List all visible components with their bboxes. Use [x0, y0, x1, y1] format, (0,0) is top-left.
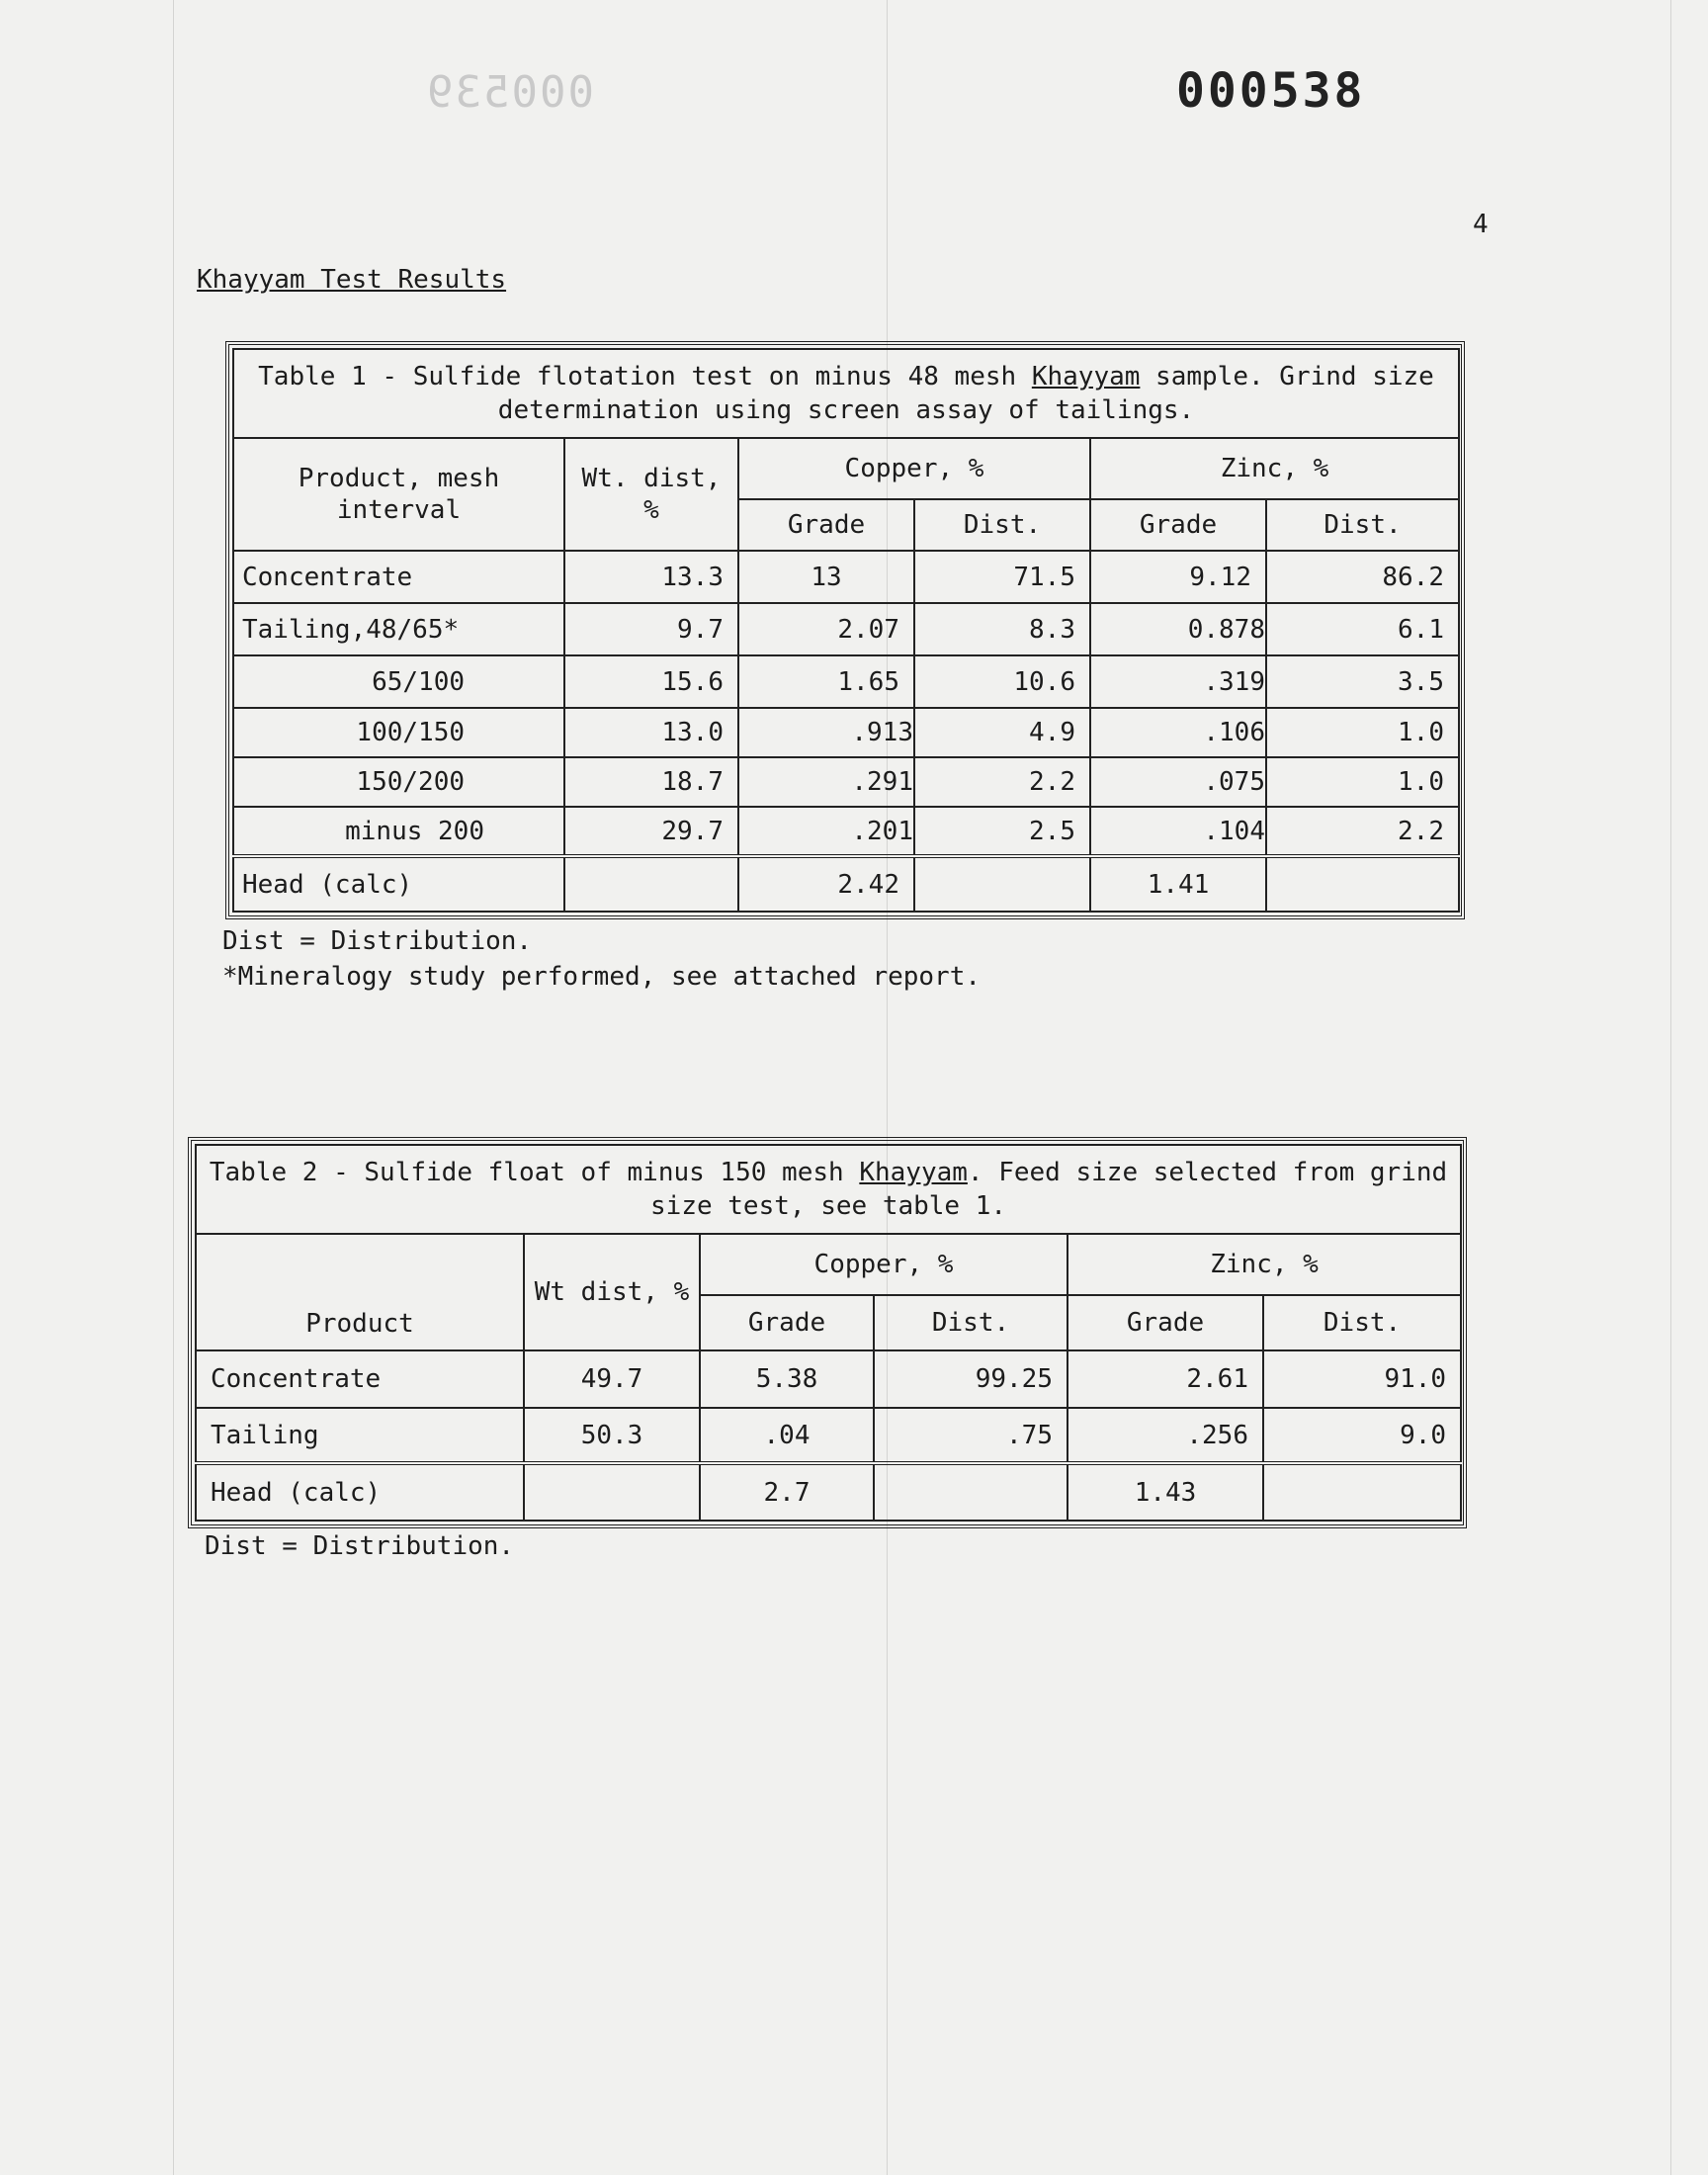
row-zn-dist: 2.2 — [1266, 807, 1459, 856]
row-cu-dist: 71.5 — [914, 551, 1090, 603]
row-product: Concentrate — [233, 551, 564, 603]
row-zn-grade: .106 — [1090, 708, 1266, 757]
row-zn-dist: 1.0 — [1266, 708, 1459, 757]
row-zn-grade: 2.61 — [1068, 1350, 1263, 1408]
row-product: Tailing,48/65* — [233, 603, 564, 655]
row-cu-grade: .04 — [700, 1408, 874, 1463]
row-wt: 15.6 — [564, 655, 738, 708]
header-wt-dist: Wt. dist, % — [564, 438, 738, 551]
row-cu-dist: 2.5 — [914, 807, 1090, 856]
table-row — [233, 551, 1459, 603]
row-zn-grade: 9.12 — [1090, 551, 1266, 603]
table-1-notes — [222, 923, 981, 995]
table-2 — [188, 1137, 1467, 1528]
header-product: Product — [196, 1234, 524, 1350]
header-zn-grade: Grade — [1090, 499, 1266, 551]
row-zn-grade: .256 — [1068, 1408, 1263, 1463]
row-product: Tailing — [196, 1408, 524, 1463]
row-zn-dist: 86.2 — [1266, 551, 1459, 603]
row-zn-grade: 0.878 — [1090, 603, 1266, 655]
row-cu-dist: 2.2 — [914, 757, 1090, 807]
row-product: 100/150 — [233, 708, 564, 757]
row-zn-grade: 1.41 — [1090, 856, 1266, 912]
row-cu-grade: .913 — [738, 708, 914, 757]
row-wt: 49.7 — [524, 1350, 700, 1408]
row-product: minus 200 — [233, 807, 564, 856]
header-cu-dist: Dist. — [874, 1295, 1068, 1350]
row-cu-grade: 5.38 — [700, 1350, 874, 1408]
row-wt-empty — [564, 856, 738, 912]
row-wt: 13.0 — [564, 708, 738, 757]
bleed-through-number: 000539 — [425, 67, 594, 118]
header-wt-dist: Wt dist, % — [524, 1234, 700, 1350]
caption-sample-name: Khayyam — [1031, 362, 1141, 392]
row-zn-grade: 1.43 — [1068, 1463, 1263, 1521]
row-cu-grade: 1.65 — [738, 655, 914, 708]
note-line: Dist = Distribution. — [205, 1531, 515, 1561]
row-zn-dist: 9.0 — [1263, 1408, 1461, 1463]
header-zn-dist: Dist. — [1263, 1295, 1461, 1350]
header-zn-grade: Grade — [1068, 1295, 1263, 1350]
row-cu-dist: 99.25 — [874, 1350, 1068, 1408]
row-cu-dist: .75 — [874, 1408, 1068, 1463]
page-number: 4 — [1473, 210, 1489, 239]
row-product: 65/100 — [233, 655, 564, 708]
row-wt-empty — [524, 1463, 700, 1521]
row-cu-grade: 2.42 — [738, 856, 914, 912]
header-cu-grade: Grade — [700, 1295, 874, 1350]
table-row-head-calc — [233, 856, 1459, 912]
scan-line-left — [173, 0, 174, 2175]
table-row — [233, 757, 1459, 807]
header-cu-grade: Grade — [738, 499, 914, 551]
table-1 — [225, 341, 1465, 919]
scan-line-right — [1670, 0, 1671, 2175]
row-wt: 13.3 — [564, 551, 738, 603]
table-row — [196, 1408, 1461, 1463]
row-zn-grade: .319 — [1090, 655, 1266, 708]
row-cu-dist: 8.3 — [914, 603, 1090, 655]
row-zn-dist-empty — [1266, 856, 1459, 912]
header-zinc: Zinc, % — [1090, 438, 1459, 499]
caption-sample-name: Khayyam — [859, 1158, 968, 1187]
document-number: 000538 — [1176, 63, 1366, 119]
row-wt: 18.7 — [564, 757, 738, 807]
header-zinc: Zinc, % — [1068, 1234, 1461, 1295]
header-zn-dist: Dist. — [1266, 499, 1459, 551]
row-wt: 9.7 — [564, 603, 738, 655]
table-row — [233, 807, 1459, 856]
row-zn-dist: 3.5 — [1266, 655, 1459, 708]
row-zn-dist: 6.1 — [1266, 603, 1459, 655]
row-cu-grade: .291 — [738, 757, 914, 807]
row-cu-dist-empty — [914, 856, 1090, 912]
row-wt: 50.3 — [524, 1408, 700, 1463]
row-zn-grade: .104 — [1090, 807, 1266, 856]
row-product: Concentrate — [196, 1350, 524, 1408]
scan-line-center — [887, 0, 888, 2175]
row-cu-grade: 2.07 — [738, 603, 914, 655]
table-row — [233, 708, 1459, 757]
row-zn-grade: .075 — [1090, 757, 1266, 807]
row-product: Head (calc) — [196, 1463, 524, 1521]
note-line: Dist = Distribution. — [222, 926, 533, 956]
row-zn-dist: 91.0 — [1263, 1350, 1461, 1408]
row-product: 150/200 — [233, 757, 564, 807]
table-1-caption: Table 1 - Sulfide flotation test on minus 48 mesh Khayyam sample. Grind size determination using screen assay of tailings. — [233, 349, 1459, 438]
row-zn-dist-empty — [1263, 1463, 1461, 1521]
row-cu-dist: 4.9 — [914, 708, 1090, 757]
row-cu-grade: 13 — [738, 551, 914, 603]
table-row — [196, 1350, 1461, 1408]
header-cu-dist: Dist. — [914, 499, 1090, 551]
row-cu-dist: 10.6 — [914, 655, 1090, 708]
table-row-head-calc — [196, 1463, 1461, 1521]
row-product: Head (calc) — [233, 856, 564, 912]
table-row — [233, 655, 1459, 708]
row-cu-dist-empty — [874, 1463, 1068, 1521]
row-cu-grade: .201 — [738, 807, 914, 856]
table-2-notes — [205, 1528, 514, 1564]
note-line: *Mineralogy study performed, see attached report. — [222, 962, 982, 992]
table-2-caption: Table 2 - Sulfide float of minus 150 mesh Khayyam. Feed size selected from grind size test, see table 1. — [196, 1145, 1461, 1234]
header-product: Product, mesh interval — [233, 438, 564, 551]
section-title: Khayyam Test Results — [197, 265, 507, 295]
row-wt: 29.7 — [564, 807, 738, 856]
table-row — [233, 603, 1459, 655]
row-cu-grade: 2.7 — [700, 1463, 874, 1521]
header-copper: Copper, % — [700, 1234, 1068, 1295]
row-zn-dist: 1.0 — [1266, 757, 1459, 807]
header-copper: Copper, % — [738, 438, 1090, 499]
